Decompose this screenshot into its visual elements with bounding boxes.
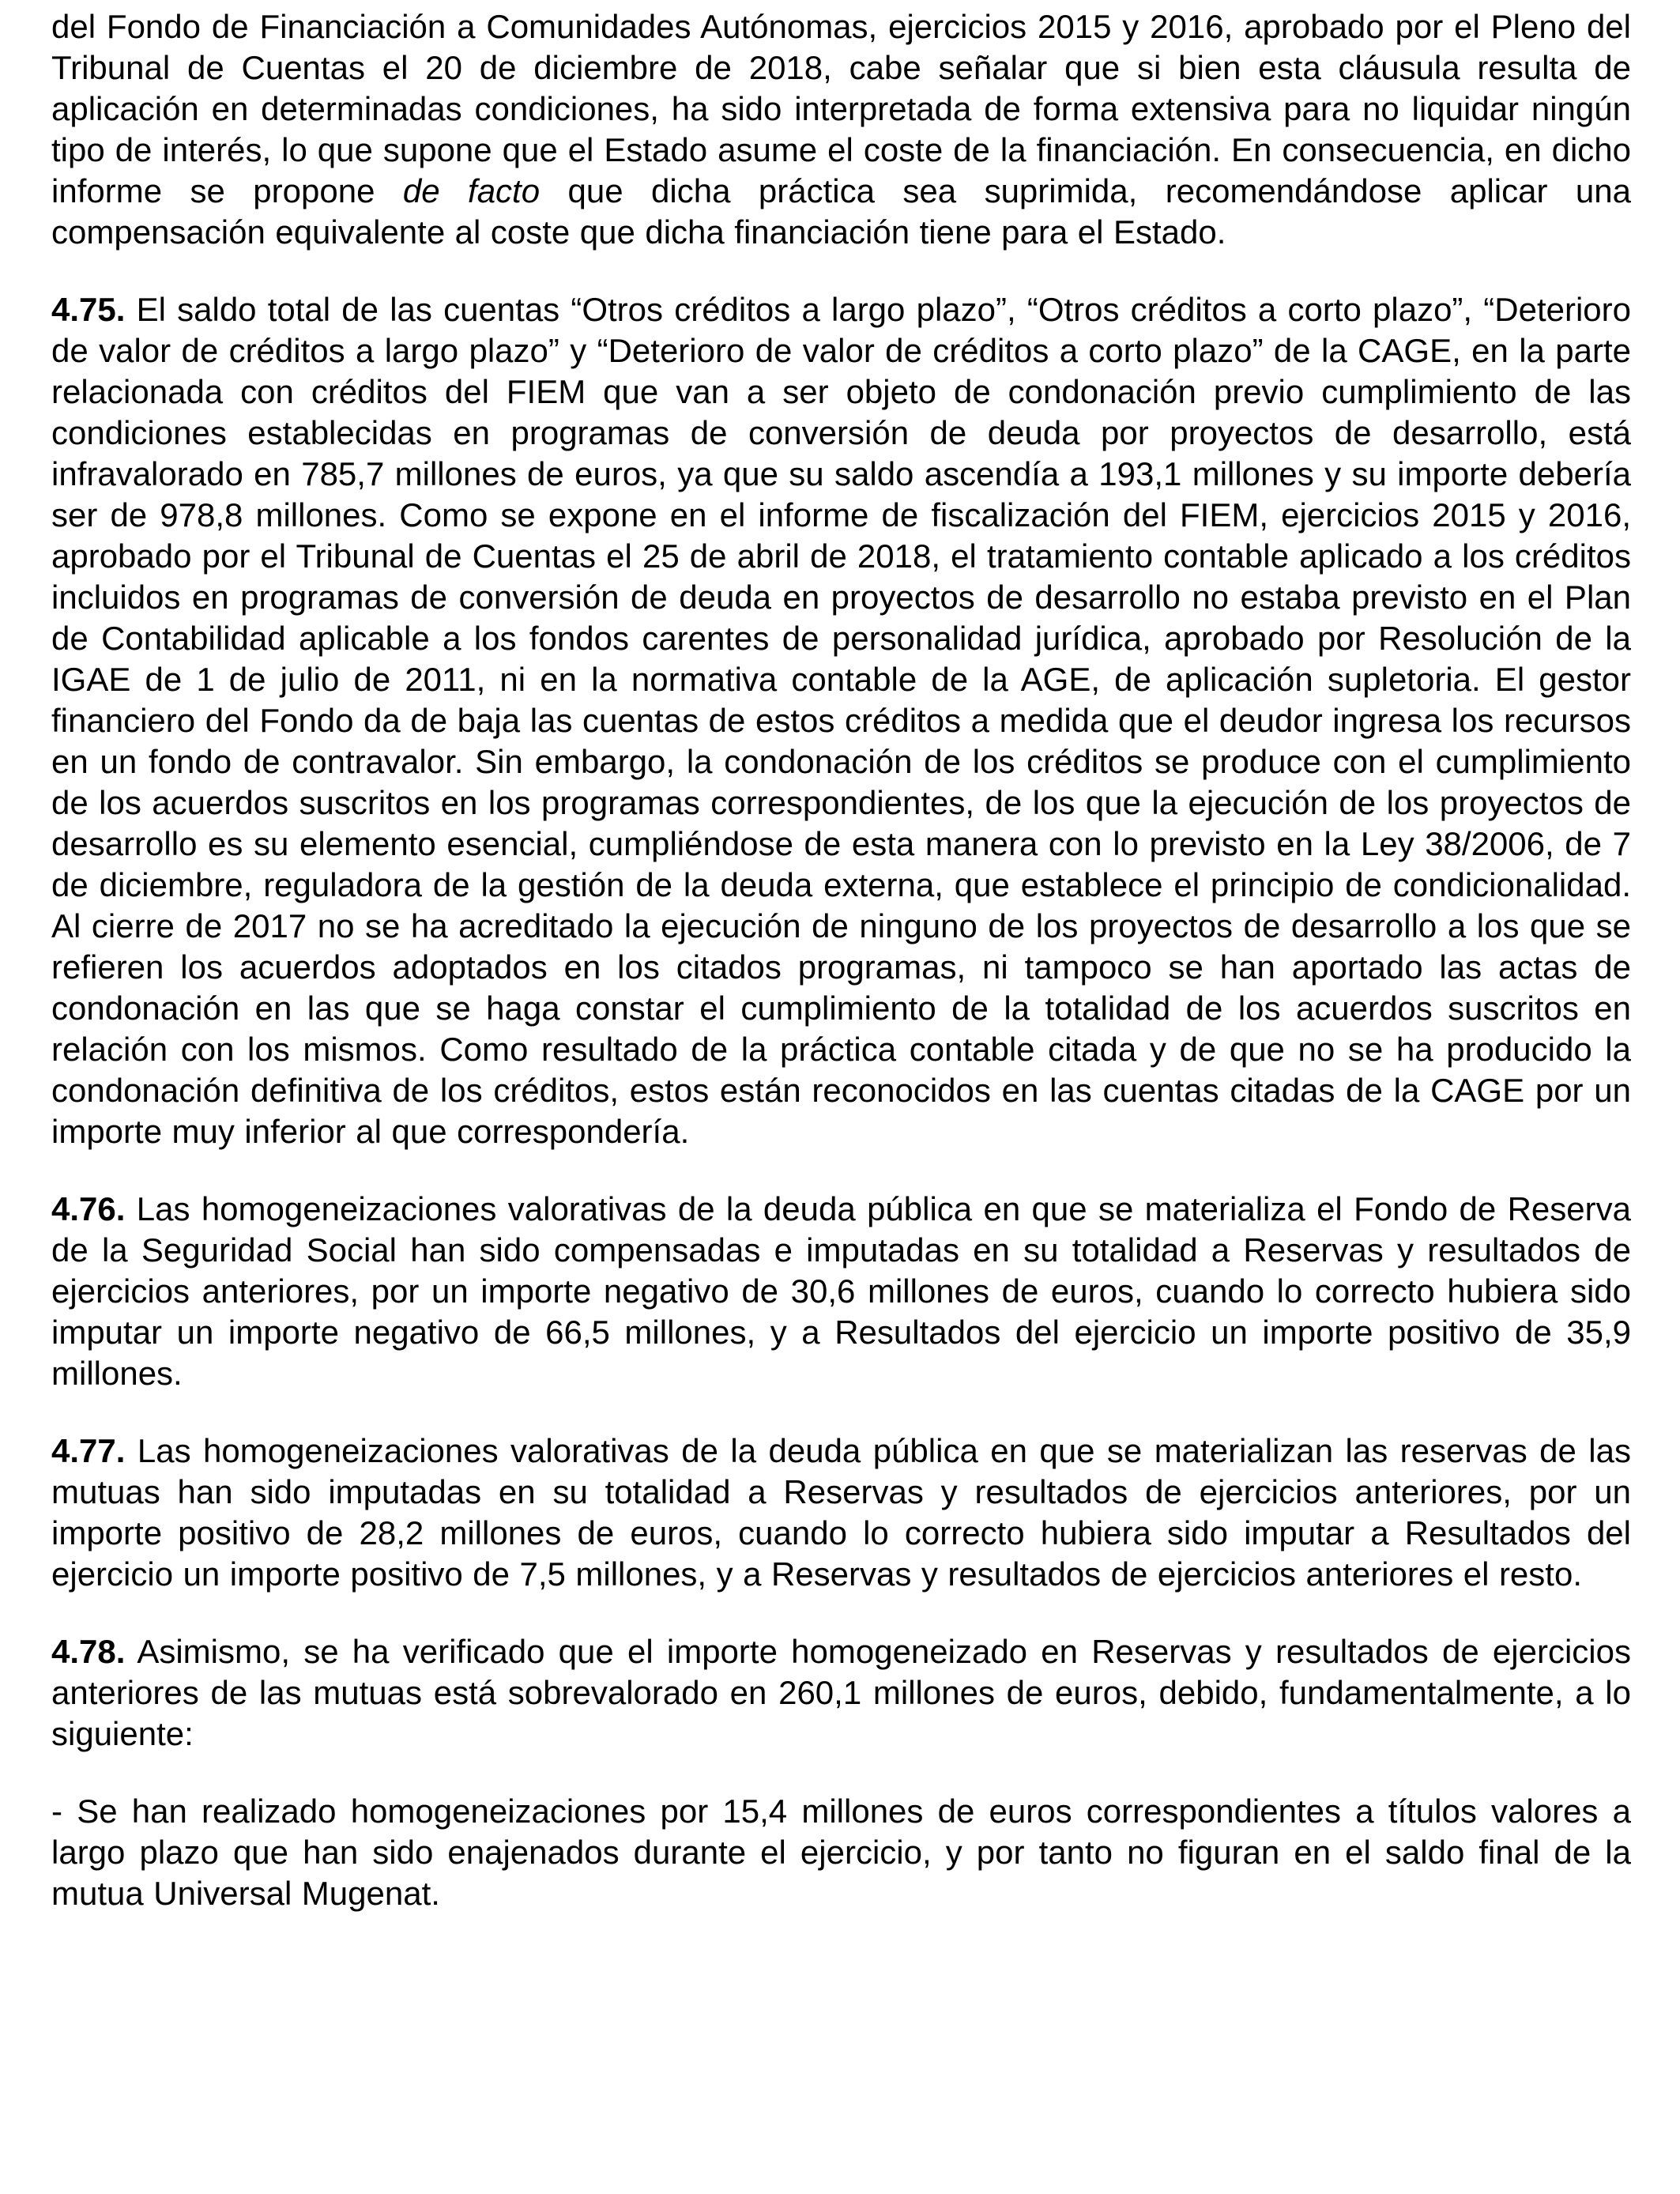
paragraph-4-77-text: Las homogeneizaciones valorativas de la deuda pública en que se materializan las reservas de las mutuas han sido imputadas en su totalidad a Reservas y resultados de ejercicios anteriores, por un importe positivo de 28,2 millones de euros, cuando lo correcto hubiera sido imputar a Resultados del ejercicio un importe positivo de 7,5 millones, y a Reservas y resultados de ejercicios anteriores el resto. xyxy=(51,1432,1631,1593)
paragraph-4-75-number: 4.75. xyxy=(51,291,126,328)
intro-text-before-italic: del Fondo de Financiación a Comunidades Autónomas, ejercicios 2015 y 2016, aprobado por el Pleno del Tribunal de Cuentas el 20 de diciembre de 2018, cabe señalar que si bien esta cláusula resulta de aplicación en determinadas condiciones, ha sido interpretada de forma extensiva para no liquidar ningún tipo de interés, lo que supone que el Estado asume el coste de la financiación. En consecuencia, en dicho informe se propone xyxy=(51,8,1631,209)
bullet-item-titulos-valores xyxy=(51,1791,1631,1914)
paragraph-intro-continuation xyxy=(51,6,1631,253)
paragraph-4-77 xyxy=(51,1431,1631,1595)
paragraph-4-76 xyxy=(51,1189,1631,1394)
intro-italic-phrase: de facto xyxy=(402,172,541,209)
paragraph-4-75 xyxy=(51,289,1631,1152)
paragraph-4-78-text: Asimismo, se ha verificado que el importe homogeneizado en Reservas y resultados de ejercicios anteriores de las mutuas está sobrevalorado en 260,1 millones de euros, debido, fundamentalmente, a lo siguiente: xyxy=(51,1633,1631,1752)
paragraph-4-75-text: El saldo total de las cuentas “Otros créditos a largo plazo”, “Otros créditos a corto plazo”, “Deterioro de valor de créditos a largo plazo” y “Deterioro de valor de créditos a corto plazo” de la CAGE, en la parte relacionada con créditos del FIEM que van a ser objeto de condonación previo cumplimiento de las condiciones establecidas en programas de conversión de deuda por proyectos de desarrollo, está infravalorado en 785,7 millones de euros, ya que su saldo ascendía a 193,1 millones y su importe debería ser de 978,8 millones. Como se expone en el informe de fiscalización del FIEM, ejercicios 2015 y 2016, aprobado por el Tribunal de Cuentas el 25 de abril de 2018, el tratamiento contable aplicado a los créditos incluidos en programas de conversión de deuda en proyectos de desarrollo no estaba previsto en el Plan de Contabilidad aplicable a los fondos carentes de personalidad jurídica, aprobado por Resolución de la IGAE de 1 de julio de 2011, ni en la normativa contable de la AGE, de aplicación supletoria. El gestor financiero del Fondo da de baja las cuentas de estos créditos a medida que el deudor ingresa los recursos en un fondo de contravalor. Sin embargo, la condonación de los créditos se produce con el cumplimiento de los acuerdos suscritos en los programas correspondientes, de los que la ejecución de los proyectos de desarrollo es su elemento esencial, cumpliéndose de esta manera con lo previsto en la Ley 38/2006, de 7 de diciembre, reguladora de la gestión de la deuda externa, que establece el principio de condicionalidad. Al cierre de 2017 no se ha acreditado la ejecución de ninguno de los proyectos de desarrollo a los que se refieren los acuerdos adoptados en los citados programas, ni tampoco se han aportado las actas de condonación en las que se haga constar el cumplimiento de la totalidad de los acuerdos suscritos en relación con los mismos. Como resultado de la práctica contable citada y de que no se ha producido la condonación definitiva de los créditos, estos están reconocidos en las cuentas citadas de la CAGE por un importe muy inferior al que correspondería. xyxy=(51,291,1631,1150)
paragraph-4-78-number: 4.78. xyxy=(51,1633,126,1670)
intro-text-after-italic: que dicha práctica sea suprimida, recomendándose aplicar una compensación equivalente al coste que dicha financiación tiene para el Estado. xyxy=(51,172,1631,251)
bullet-item-text: - Se han realizado homogeneizaciones por 15,4 millones de euros correspondientes a títulos valores a largo plazo que han sido enajenados durante el ejercicio, y por tanto no figuran en el saldo final de la mutua Universal Mugenat. xyxy=(51,1793,1631,1912)
paragraph-4-76-text: Las homogeneizaciones valorativas de la deuda pública en que se materializa el Fondo de Reserva de la Seguridad Social han sido compensadas e imputadas en su totalidad a Reservas y resultados de ejercicios anteriores, por un importe negativo de 30,6 millones de euros, cuando lo correcto hubiera sido imputar un importe negativo de 66,5 millones, y a Resultados del ejercicio un importe positivo de 35,9 millones. xyxy=(51,1190,1631,1392)
paragraph-4-78 xyxy=(51,1631,1631,1755)
paragraph-4-76-number: 4.76. xyxy=(51,1190,126,1227)
paragraph-4-77-number: 4.77. xyxy=(51,1432,126,1469)
